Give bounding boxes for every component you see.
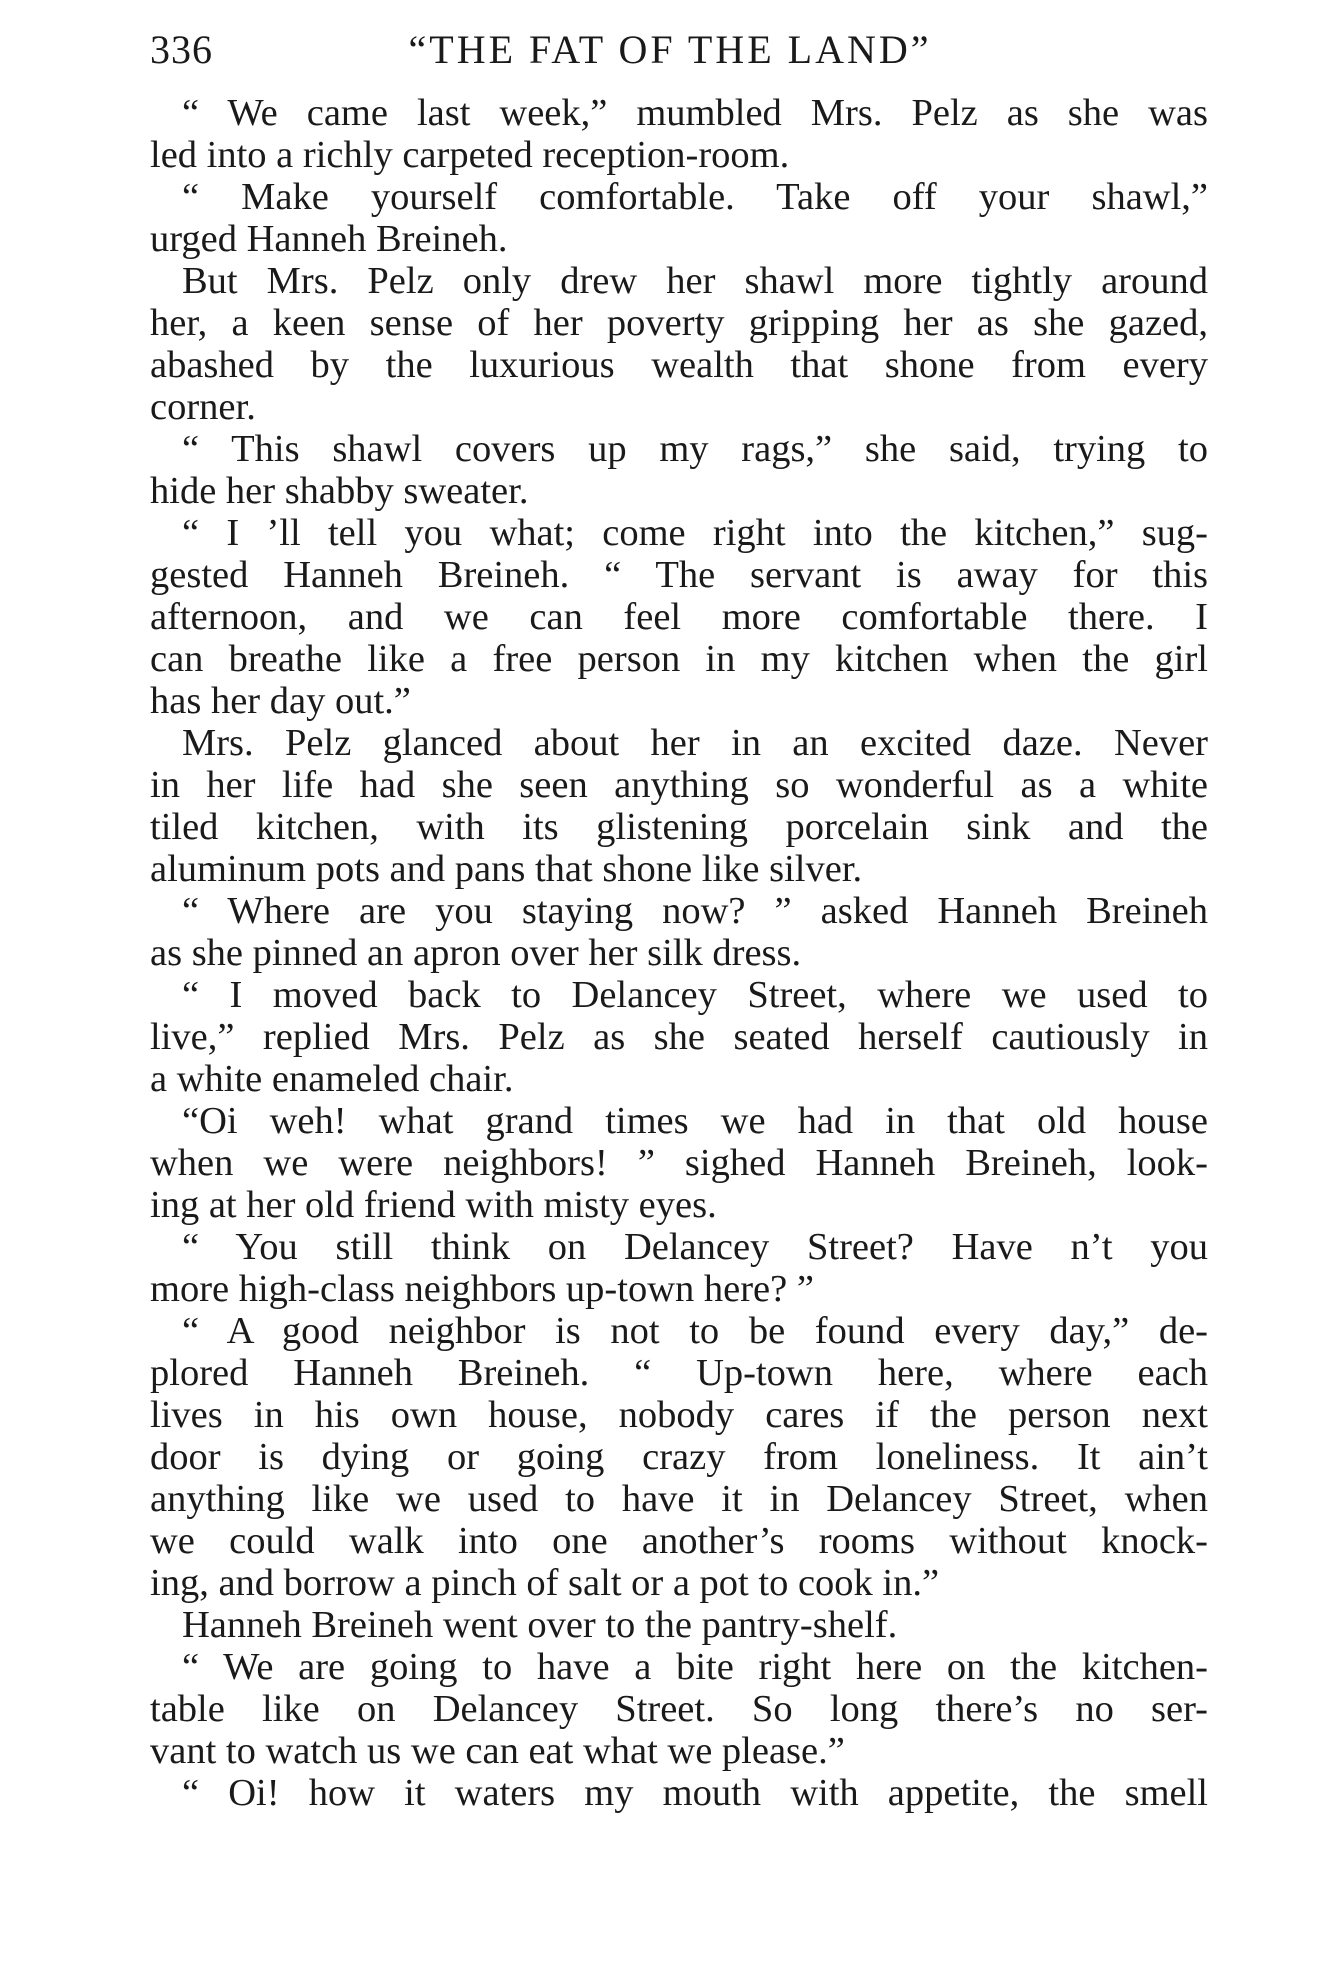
text-line: vant to watch us we can eat what we please.” [150,1730,845,1772]
text-line: more high-class neighbors up-town here? ” [150,1268,814,1310]
body-text [150,92,1208,1814]
running-title: “THE FAT OF THE LAND” [408,27,932,72]
text-line: “ Where are you staying now? ” asked Hanneh Breineh [182,890,1208,932]
text-line: gested Hanneh Breineh. “ The servant is away for this [150,554,1208,596]
text-line: urged Hanneh Breineh. [150,218,508,260]
text-line: hide her shabby sweater. [150,470,529,512]
text-line: lives in his own house, nobody cares if the person next [150,1394,1208,1436]
text-line: “ Oi! how it waters my mouth with appetite, the smell [182,1772,1208,1814]
text-line: “ A good neighbor is not to be found every day,” de- [182,1310,1208,1352]
text-line: “ We are going to have a bite right here on the kitchen- [182,1646,1208,1688]
text-line: “ I ’ll tell you what; come right into the kitchen,” sug- [182,512,1208,554]
text-line: when we were neighbors! ” sighed Hanneh Breineh, look- [150,1142,1208,1184]
text-line: plored Hanneh Breineh. “ Up-town here, where each [150,1352,1208,1394]
text-line: can breathe like a free person in my kitchen when the girl [150,638,1208,680]
text-line: “ This shawl covers up my rags,” she said, trying to [182,428,1208,470]
text-line: Mrs. Pelz glanced about her in an excited daze. Never [182,722,1208,764]
text-line: table like on Delancey Street. So long there’s no ser- [150,1688,1208,1730]
text-line: tiled kitchen, with its glistening porcelain sink and the [150,806,1208,848]
text-line: corner. [150,386,256,428]
text-line: aluminum pots and pans that shone like silver. [150,848,863,890]
text-line: has her day out.” [150,680,411,722]
text-line: abashed by the luxurious wealth that shone from every [150,344,1208,386]
text-line: “ I moved back to Delancey Street, where we used to [182,974,1208,1016]
text-line: But Mrs. Pelz only drew her shawl more tightly around [182,260,1208,302]
text-line: “Oi weh! what grand times we had in that old house [182,1100,1208,1142]
text-line: in her life had she seen anything so wonderful as a white [150,764,1208,806]
text-line: “ You still think on Delancey Street? Have n’t you [182,1226,1208,1268]
page-header [150,18,1220,82]
text-line: we could walk into one another’s rooms without knock- [150,1520,1208,1562]
text-line: a white enameled chair. [150,1058,514,1100]
text-line: “ Make yourself comfortable. Take off your shawl,” [182,176,1208,218]
text-line: afternoon, and we can feel more comfortable there. I [150,596,1208,638]
text-line: ing at her old friend with misty eyes. [150,1184,717,1226]
page-number: 336 [150,27,213,72]
text-line: ing, and borrow a pinch of salt or a pot to cook in.” [150,1562,940,1604]
text-line: live,” replied Mrs. Pelz as she seated herself cautiously in [150,1016,1208,1058]
text-line: door is dying or going crazy from loneliness. It ain’t [150,1436,1208,1478]
text-line: led into a richly carpeted reception-room. [150,134,790,176]
text-line: “ We came last week,” mumbled Mrs. Pelz as she was [182,92,1208,134]
text-line: her, a keen sense of her poverty gripping her as she gazed, [150,302,1208,344]
text-line: anything like we used to have it in Delancey Street, when [150,1478,1208,1520]
text-line: as she pinned an apron over her silk dress. [150,932,802,974]
text-line: Hanneh Breineh went over to the pantry-shelf. [182,1604,898,1646]
